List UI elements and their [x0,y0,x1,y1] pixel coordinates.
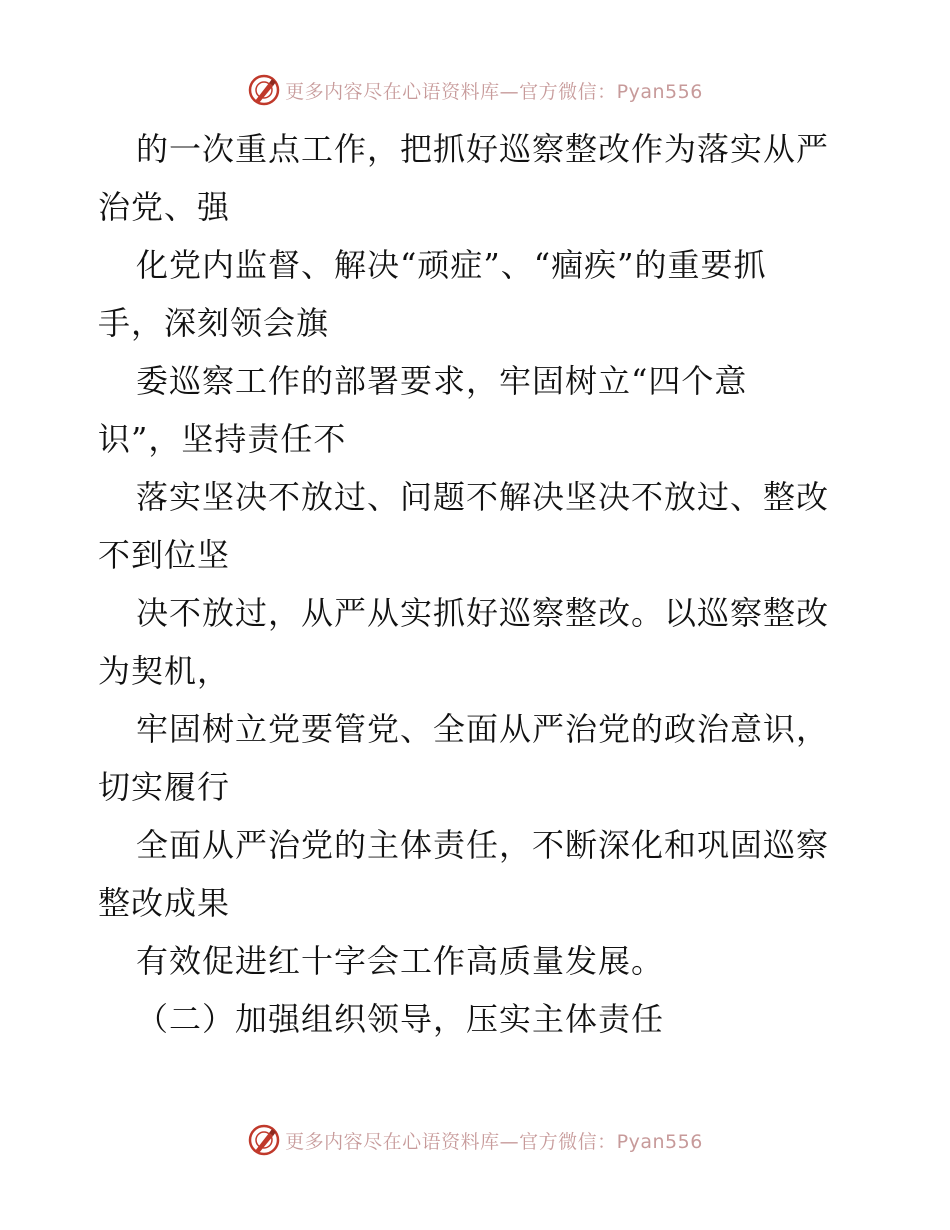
text-line: 化党内监督、解决“顽症”、“痼疾”的重要抓 [136,246,767,284]
watermark-text: 更多内容尽在心语资料库—官方微信：Pyan556 [285,1130,703,1153]
text-line: 的一次重点工作，把抓好巡察整改作为落实从严 [136,130,830,168]
text-line: 决不放过，从严从实抓好巡察整改。以巡察整改 [136,594,830,632]
watermark-text: 更多内容尽在心语资料库—官方微信：Pyan556 [285,80,703,103]
text-line: 治党、强 [98,188,231,226]
text-line: 有效促进红十字会工作高质量发展。 [136,942,665,980]
text-line: 落实坚决不放过、问题不解决坚决不放过、整改 [136,478,830,516]
text-line: 切实履行 [98,768,231,806]
text-line: （二）加强组织领导，压实主体责任 [136,1000,665,1038]
text-line: 牢固树立党要管党、全面从严治党的政治意识， [136,710,830,748]
text-line: 手，深刻领会旗 [98,304,330,342]
text-line: 不到位坚 [98,536,231,574]
pen-logo-icon [247,73,281,107]
header-watermark [0,70,950,110]
pen-logo-icon [247,1123,281,1157]
text-line: 委巡察工作的部署要求，牢固树立“四个意 [136,362,748,400]
text-line: 全面从严治党的主体责任，不断深化和巩固巡察 [136,826,830,864]
document-body [98,120,858,1048]
text-line: 识”，坚持责任不 [98,420,347,458]
text-line: 整改成果 [98,884,231,922]
text-line: 为契机， [98,652,231,690]
footer-watermark [0,1120,950,1160]
